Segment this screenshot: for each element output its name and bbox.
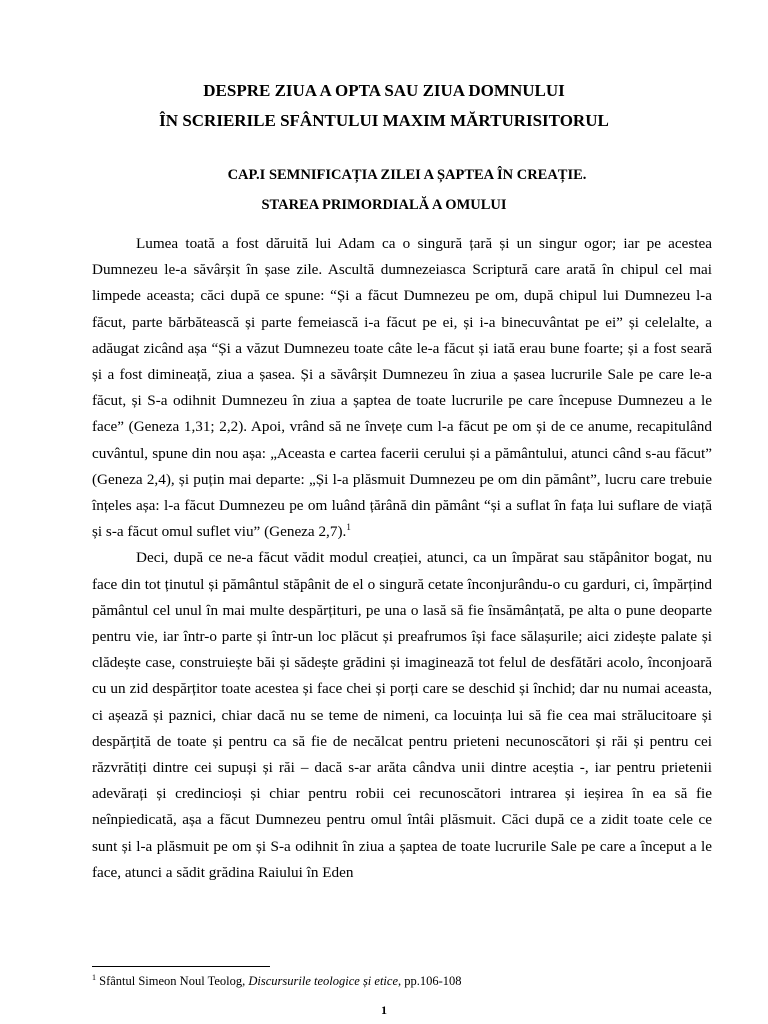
page-number: 1 [381,1003,387,1017]
paragraph-1-text: Lumea toată a fost dăruită lui Adam ca o singură țară și un singur ogor; iar pe acestea Dumnezeu le-a săvârșit în șase zile. Ascultă dumnezeiasca Scriptură care arată în chipul cel mai limpede aceasta; căci după ce spune: “Și a făcut Dumnezeu pe om, după chipul lui Dumnezeu l-a făcut, parte bărbătească și parte femeiască i-a făcut pe ei, și i-a binecuvântat pe ei” și celelalte, a adăugat zicând așa “Și a văzut Dumnezeu toate câte le-a făcut și iată erau bune foarte; și a fost seară și a fost dimineață, ziua a șasea. Și a săvârșit Dumnezeu în ziua a șasea lucrurile Sale pe care le-a făcut, și S-a odihnit Dumnezeu în ziua a șaptea de toate lucrurile pe care începuse Dumnezeu a le face” (Geneza 1,31; 2,2). Apoi, vrând să ne învețe cum l-a făcut pe om și de ce anume, recapitulând cuvântul, spune din nou așa: „Aceasta e cartea facerii cerului și a pământului, atunci când s-au făcut” (Geneza 2,4), și puțin mai departe: „Și l-a plăsmuit Dumnezeu pe om din pământ”, lucru care trebuie înțeles așa: l-a făcut Dumnezeu pe om luând țărână din pământ “și a suflat în fața lui suflare de viață și s-a făcut omul suflet viu” (Geneza 2,7). [92,235,712,541]
footnote-pages: , pp.106-108 [398,974,462,988]
body-text [92,231,712,886]
chapter-heading-line-2: STAREA PRIMORDIALĂ A OMULUI [261,197,507,213]
title-line-2: ÎN SCRIERILE SFÂNTULUI MAXIM MĂRTURISITORUL [159,111,609,130]
footnote-reference[interactable]: 1 [346,522,351,533]
paragraph-2: Deci, după ce ne-a făcut vădit modul creației, atunci, ca un împărat sau stăpânitor bogat, nu face din tot ținutul și pământul stăpânit de el o singură cetate înconjurându-o cu garduri, ci, împărțind pământul cel unul în mai multe despărțituri, pe una o lasă să fie însămânțată, pe alta o pune deoparte pentru vie, iar într-o parte și într-un loc plăcut și preafrumos își face sălașurile; aici zidește palate și clădește case, construiește băi și sădește grădini și imaginează tot felul de desfătări acolo, înconjoară cu un zid despărțitor toate acestea și face chei și porți care se deschid și închid; dar nu numai aceasta, ci așează și paznici, chiar dacă nu se teme de nimeni, ca locuința lui să fie cea mai strălucitoare și despărțită de toate și pentru ca să fie de necălcat pentru prieteni necunoscători și răi și pentru cei răzvrătiți dintre cei supuși și răi – dacă s-ar arăta cândva unii dintre aceștia -, iar pentru prietenii adevărați și credincioși și chiar pentru robii cei recunoscători intrarea și ieșirea în ea să fie neînpiedicată, așa a făcut Dumnezeu pentru omul întâi plăsmuit. Căci după ce a zidit toate cele ce sunt și l-a plăsmuit pe om și S-a odihnit în ziua a șaptea de toate lucrurile Sale pe care a început a le face, atunci a sădit grădina Raiului în Eden [92,549,712,881]
paragraph-1 [92,231,712,545]
footnote-work-title: Discursurile teologice și etice [248,974,398,988]
title-line-1: DESPRE ZIUA A OPTA SAU ZIUA DOMNULUI [203,81,565,100]
footnote-separator [92,966,270,967]
chapter-heading-line-1: CAP.I SEMNIFICAȚIA ZILEI A ȘAPTEA ÎN CREAȚIE. [227,167,587,183]
footnote-number: 1 [92,973,96,982]
footnote [92,973,712,989]
footnote-author: Sfântul Simeon Noul Teolog, [99,974,249,988]
